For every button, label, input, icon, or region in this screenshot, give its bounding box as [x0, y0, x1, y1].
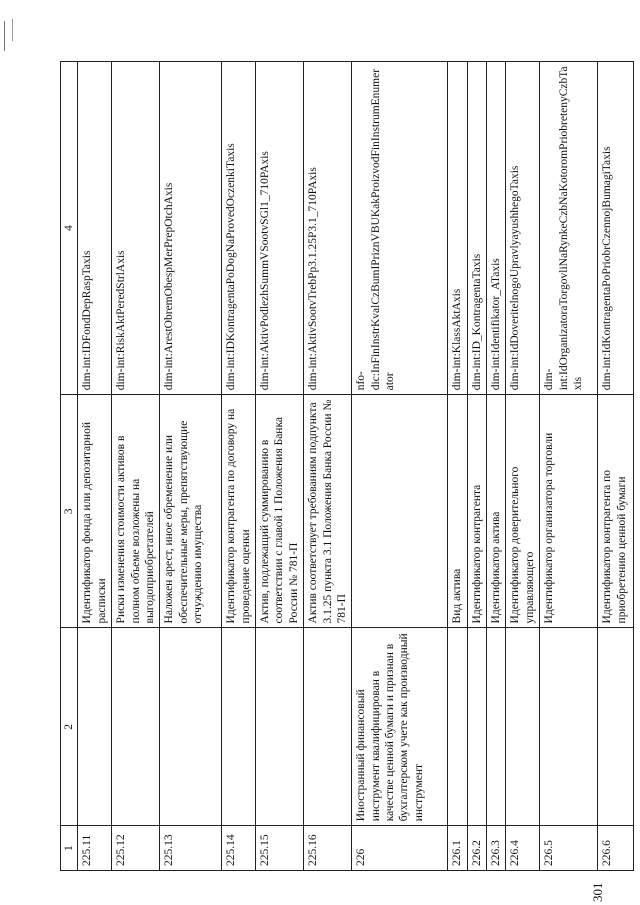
row-name: Иностранный финансовый инструмент квалифицирован в качестве ценной бумаги и признан в бухгалтерском учете как производный инструмент: [352, 628, 448, 826]
header-cell: 2: [61, 628, 78, 826]
row-description: [352, 395, 448, 628]
row-number: 226: [352, 826, 448, 871]
row-code: dim-int:IdDoveritelnogoUpravlyayushhegoTaxis: [506, 62, 540, 395]
row-description: Идентификатор контрагента: [467, 395, 486, 628]
row-number: 225.15: [256, 826, 304, 871]
row-description: Идентификатор доверительного управляющего: [506, 395, 540, 628]
row-number: 226.5: [540, 826, 598, 871]
table-row: [160, 62, 222, 871]
table-row: [352, 62, 448, 871]
row-name: [506, 628, 540, 826]
row-name: [540, 628, 598, 826]
row-name: [160, 628, 222, 826]
header-cell: 1: [61, 826, 78, 871]
row-name: [222, 628, 256, 826]
row-name: [256, 628, 304, 826]
row-name: [598, 628, 634, 826]
row-description: Вид актива: [448, 395, 467, 628]
row-code: dim-int:IDKontragentaPoDogNaProvedOczenkiTaxis: [222, 62, 256, 395]
row-description: Идентификатор контрагента по договору на проведение оценки: [222, 395, 256, 628]
row-description: Идентификатор организатора торговли: [540, 395, 598, 628]
row-number: 225.11: [78, 826, 112, 871]
scan-mark: [4, 21, 5, 51]
row-code: dim-int:RiskAktPeredStrlAxis: [112, 62, 160, 395]
row-description: Риски изменения стоимости активов в полном объеме возложены на выгодоприобретателей: [112, 395, 160, 628]
row-code: dim-int:IdKontragentaPoPriobrCzennojBumagiTaxis: [598, 62, 634, 395]
row-name: [448, 628, 467, 826]
table-row: [112, 62, 160, 871]
row-code: dim-int:IDFondDepRaspTaxis: [78, 62, 112, 395]
row-code: nfo-dic:InFinInstrKvalCzBumIPriznVBUKakProizvodFinInstrumEnumerator: [352, 62, 448, 395]
row-code: dim-int:AktivPodlezhSummVSootvSGl1_710PAxis: [256, 62, 304, 395]
table-row: [506, 62, 540, 871]
table-row: [256, 62, 304, 871]
table-header-row: [61, 62, 78, 871]
row-number: 225.16: [304, 826, 352, 871]
row-name: [467, 628, 486, 826]
row-code: dim-int:IdOrganizatoraTorgovliNaRynkeCzbNaKotoromPriobretenyCzbTaxis: [540, 62, 598, 395]
row-description: Актив, подлежащий суммированию в соответствии с главой 1 Положения Банка России № 781-П: [256, 395, 304, 628]
row-number: 225.12: [112, 826, 160, 871]
row-code: dim-int:KlassAktAxis: [448, 62, 467, 395]
row-code: dim-int:Identifikator_ATaxis: [487, 62, 506, 395]
data-table: [60, 61, 634, 871]
table-row: [467, 62, 486, 871]
row-number: 225.14: [222, 826, 256, 871]
row-description: Наложен арест, иное обременение или обеспечительные меры, препятствующие отчуждению имущества: [160, 395, 222, 628]
row-number: 226.3: [487, 826, 506, 871]
row-number: 226.2: [467, 826, 486, 871]
row-number: 226.1: [448, 826, 467, 871]
table-row: [448, 62, 467, 871]
page-number: 301: [590, 882, 605, 902]
table-row: [78, 62, 112, 871]
row-name: [487, 628, 506, 826]
row-number: 226.4: [506, 826, 540, 871]
row-code: dim-int:ID_KontragentaTaxis: [467, 62, 486, 395]
row-name: [304, 628, 352, 826]
table-row: [304, 62, 352, 871]
row-number: 226.6: [598, 826, 634, 871]
row-number: 225.13: [160, 826, 222, 871]
header-cell: 4: [61, 62, 78, 395]
row-name: [112, 628, 160, 826]
table-row: [487, 62, 506, 871]
table-row: [540, 62, 598, 871]
row-description: Идентификатор фонда или депозитарной расписки: [78, 395, 112, 628]
table-row: [598, 62, 634, 871]
scan-mark: [12, 19, 13, 41]
row-description: Идентификатор контрагента по приобретению ценной бумаги: [598, 395, 634, 628]
row-code: dim-int:ArestObremObespMerPrepOtchAxis: [160, 62, 222, 395]
table-row: [222, 62, 256, 871]
row-description: Идентификатор актива: [487, 395, 506, 628]
row-name: [78, 628, 112, 826]
header-cell: 3: [61, 395, 78, 628]
row-description: Актив соответствует требованиям подпункта 3.1.25 пункта 3.1 Положения Банка России № 781-П: [304, 395, 352, 628]
row-code: dim-int:AktivSootvTrebPp3.1.25P3.1_710PAxis: [304, 62, 352, 395]
